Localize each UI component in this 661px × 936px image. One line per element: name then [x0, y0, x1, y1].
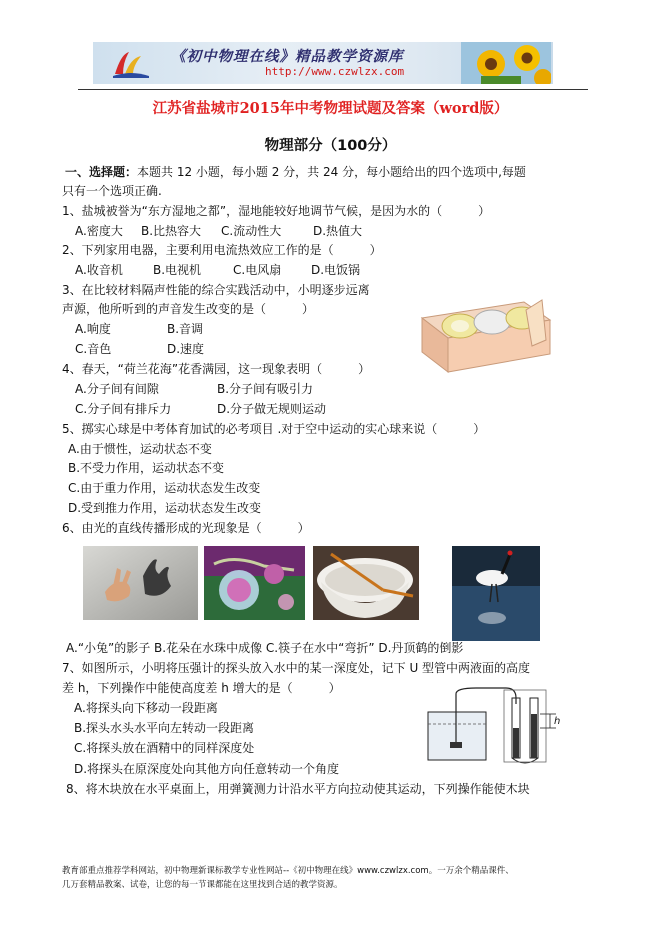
question-4-options-row2 [75, 402, 326, 417]
question-2-stem: 2、下列家用电器，主要利用电流热效应工作的是（ ） [62, 243, 382, 257]
question-8-stem: 8、将木块放在水平桌面上，用弹簧测力计沿水平方向拉动使其运动，下列操作能使木块 [66, 782, 530, 796]
question-4-stem: 4、春天，“荷兰花海”花香满园，这一现象表明（ ） [62, 362, 371, 376]
q1-option-d[interactable]: D.热值大 [313, 224, 363, 238]
footer-line-2: 几万套精品教案、试卷，让您的每一节课都能在这里找到合适的教学资源。 [62, 880, 343, 890]
q4-option-d[interactable]: D.分子做无规则运动 [217, 402, 327, 416]
banner-url[interactable]: http://www.czwlzx.com [265, 65, 405, 78]
question-1-stem: 1、盐城被誉为“东方湿地之都”，湿地能较好地调节气候，是因为水的（ ） [62, 204, 491, 218]
q7-option-a[interactable]: A.将探头向下移动一段距离 [74, 701, 218, 715]
footer [62, 864, 514, 892]
question-1-options [75, 224, 362, 239]
q4-option-a[interactable]: A.分子间有间隙 [75, 382, 159, 396]
q4-option-c[interactable]: C.分子间有排斥力 [75, 402, 172, 416]
intro-line-2: 只有一个选项正确. [62, 184, 162, 198]
q1-option-c[interactable]: C.流动性大 [221, 224, 282, 238]
rabbit-shadow-photo [83, 546, 198, 620]
q2-option-d[interactable]: D.电饭锅 [311, 263, 361, 277]
flower-droplet-photo [204, 546, 305, 620]
figure-h-label: h [554, 716, 561, 727]
question-6-stem: 6、由光的直线传播形成的光现象是（ ） [62, 521, 310, 535]
question-7-stem: 7、如图所示，小明将压强计的探头放入水中的某一深度处，记下 U 型管中两液面的高度 [62, 661, 531, 675]
q3-option-d[interactable]: D.速度 [167, 342, 205, 356]
question-4-options-row1 [75, 382, 313, 397]
q7-option-b[interactable]: B.探头水头水平向左转动一段距离 [74, 721, 255, 735]
question-3-stem: 3、在比较材料隔声性能的综合实践活动中，小明逐步远离 [62, 283, 370, 297]
question-3-options-row1 [75, 322, 203, 337]
question-6-options[interactable]: A.“小兔”的影子 B.花朵在水珠中成像 C.筷子在水中“弯折” D.丹顶鹤的倒影 [66, 641, 464, 655]
intro-line-1 [65, 165, 526, 180]
sunflower-icon [461, 42, 551, 84]
document-title: 江苏省盐城市2015年中考物理试题及答案（word版） [152, 100, 509, 117]
q5-option-b[interactable]: B.不受力作用，运动状态不变 [68, 461, 225, 475]
question-2-options [75, 263, 360, 278]
question-3-options-row2 [75, 342, 204, 357]
q5-option-a[interactable]: A.由于惯性，运动状态不变 [68, 442, 212, 456]
chopsticks-bowl-photo [313, 546, 419, 620]
site-logo-icon [111, 48, 151, 80]
q2-option-a[interactable]: A.收音机 [75, 263, 123, 277]
q7-option-d[interactable]: D.将探头在原深度处向其他方向任意转动一个角度 [74, 762, 340, 776]
question-5-stem: 5、掷实心球是中考体育加试的必考项目 .对于空中运动的实心球来说（ ） [62, 422, 486, 436]
q3-option-a[interactable]: A.响度 [75, 322, 111, 336]
banner-title: 《初中物理在线》精品教学资源库 [171, 49, 404, 65]
header-rule [78, 89, 588, 90]
q5-option-c[interactable]: C.由于重力作用，运动状态发生改变 [68, 481, 261, 495]
sound-box-figure [414, 290, 554, 375]
q1-option-b[interactable]: B.比热容大 [141, 224, 202, 238]
q7-option-c[interactable]: C.将探头放在酒精中的同样深度处 [74, 741, 255, 755]
footer-line-1: 教育部重点推荐学科网站，初中物理新课标教学专业性网站--《初中物理在线》www.czwlzx.com。一万余个精品课件、 [62, 866, 514, 876]
q2-option-b[interactable]: B.电视机 [153, 263, 202, 277]
q4-option-b[interactable]: B.分子间有吸引力 [217, 382, 314, 396]
question-3-stem-2: 声源，他所听到的声音发生改变的是（ ） [62, 302, 315, 316]
q3-option-c[interactable]: C.音色 [75, 342, 112, 356]
question-7-stem-2: 差 h，下列操作中能使高度差 h 增大的是（ ） [62, 681, 341, 695]
crane-reflection-photo [452, 546, 540, 641]
header-banner [93, 42, 553, 84]
q2-option-c[interactable]: C.电风扇 [233, 263, 282, 277]
intro-text-1: 本题共 12 小题，每小题 2 分，共 24 分，每小题给出的四个选项中,每题 [137, 165, 526, 179]
q3-option-b[interactable]: B.音调 [167, 322, 204, 336]
intro-label: 一、选择题： [65, 165, 138, 179]
q1-option-a[interactable]: A.密度大 [75, 224, 123, 238]
section-title: 物理部分（100分） [264, 138, 397, 154]
q5-option-d[interactable]: D.受到推力作用，运动状态发生改变 [68, 501, 262, 515]
